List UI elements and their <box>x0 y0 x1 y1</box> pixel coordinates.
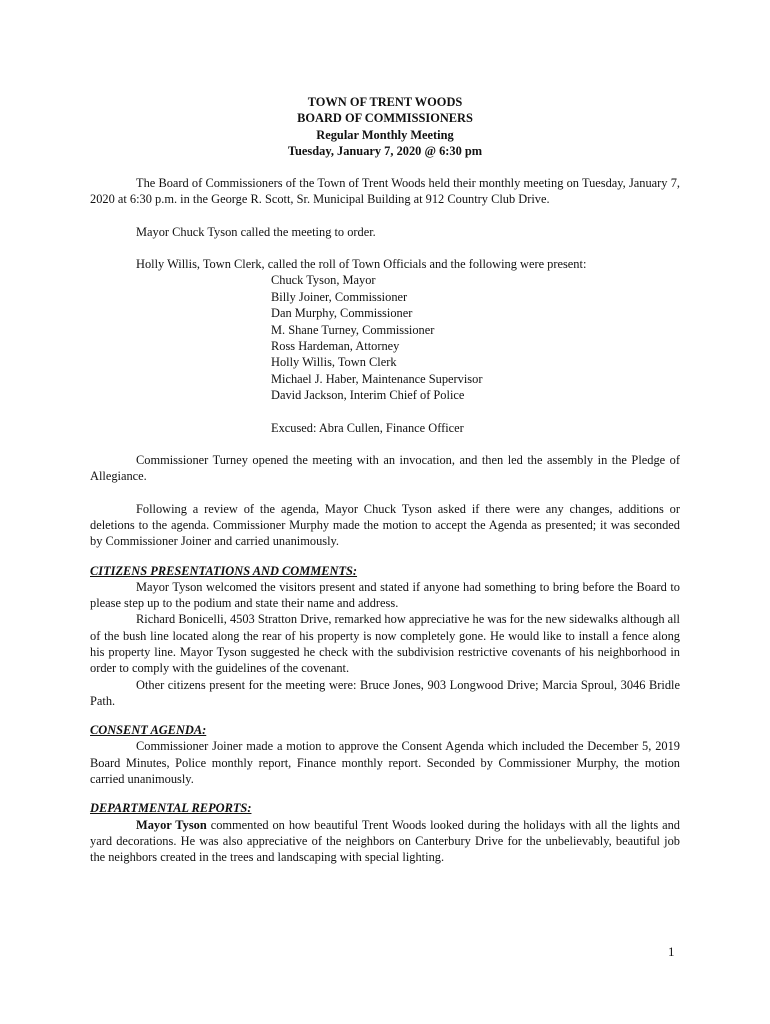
citizens-paragraph-3: Other citizens present for the meeting were: Bruce Jones, 903 Longwood Drive; Marcia Sproul, 3046 Bridle Path. <box>90 677 680 708</box>
citizens-section-title: CITIZENS PRESENTATIONS AND COMMENTS: <box>90 563 358 578</box>
roll-call-paragraph: Holly Willis, Town Clerk, called the roll of Town Officials and the following were present: <box>136 257 587 272</box>
invocation-paragraph: Commissioner Turney opened the meeting with an invocation, and then led the assembly in the Pledge of Allegiance. <box>90 453 680 484</box>
header-meeting-date: Tuesday, January 7, 2020 @ 6:30 pm <box>287 143 483 158</box>
mayor-report-text: commented on how beautiful Trent Woods looked during the holidays with all the lights and yard decorations. He was also appreciative of the neighbors on Canterbury Drive for the unbelievably, beautiful job the neighbors created in the trees and landscaping with special lighting. <box>90 817 680 865</box>
present-official: Billy Joiner, Commissioner <box>271 289 408 304</box>
consent-section-title: CONSENT AGENDA: <box>90 723 207 738</box>
citizens-paragraph-1: Mayor Tyson welcomed the visitors present and stated if anyone had something to bring before the Board to please step up to the podium and state their name and address. <box>90 579 680 611</box>
present-official: Dan Murphy, Commissioner <box>271 306 413 321</box>
departmental-section-title: DEPARTMENTAL REPORTS: <box>90 801 252 816</box>
present-official: M. Shane Turney, Commissioner <box>271 322 435 337</box>
mayor-report-lead: Mayor Tyson <box>136 817 207 832</box>
excused-official: Excused: Abra Cullen, Finance Officer <box>271 420 464 435</box>
intro-paragraph: The Board of Commissioners of the Town of Trent Woods held their monthly meeting on Tuesday, January 7, 2020 at 6:30 p.m. in the George R. Scott, Sr. Municipal Building at 912 Country Club Drive. <box>90 176 680 207</box>
document-header <box>90 94 680 159</box>
header-meeting-type: Regular Monthly Meeting <box>316 127 454 142</box>
document-body <box>90 94 680 866</box>
call-to-order-paragraph: Mayor Chuck Tyson called the meeting to order. <box>136 224 376 239</box>
header-town-name: TOWN OF TRENT WOODS <box>307 95 463 109</box>
consent-paragraph: Commissioner Joiner made a motion to approve the Consent Agenda which included the December 5, 2019 Board Minutes, Police monthly report, Finance monthly report. Seconded by Commissioner Murphy, the motion carried unanimously. <box>90 739 680 787</box>
header-board-name: BOARD OF COMMISSIONERS <box>297 111 473 126</box>
present-officials-list <box>90 272 680 436</box>
citizens-paragraph-2: Richard Bonicelli, 4503 Stratton Drive, remarked how appreciative he was for the new sidewalks although all of the bush line located along the rear of his property is now completely gone. He would like to install a fence along his property line. Mayor Tyson suggested he check with the subdivision restrictive covenants of his neighborhood in order to comply with the guidelines of the covenant. <box>90 612 680 676</box>
present-official: Holly Willis, Town Clerk <box>271 355 397 370</box>
departmental-paragraph <box>90 817 680 866</box>
present-official: Ross Hardeman, Attorney <box>271 339 400 353</box>
agenda-review-paragraph: Following a review of the agenda, Mayor Chuck Tyson asked if there were any changes, additions or deletions to the agenda. Commissioner Murphy made the motion to accept the Agenda as presented; it was seconded by Commissioner Joiner and carried unanimously. <box>90 501 680 549</box>
page-number: 1 <box>668 944 675 959</box>
present-official: Michael J. Haber, Maintenance Supervisor <box>271 371 483 386</box>
present-official: David Jackson, Interim Chief of Police <box>271 388 465 403</box>
present-official: Chuck Tyson, Mayor <box>271 273 376 288</box>
